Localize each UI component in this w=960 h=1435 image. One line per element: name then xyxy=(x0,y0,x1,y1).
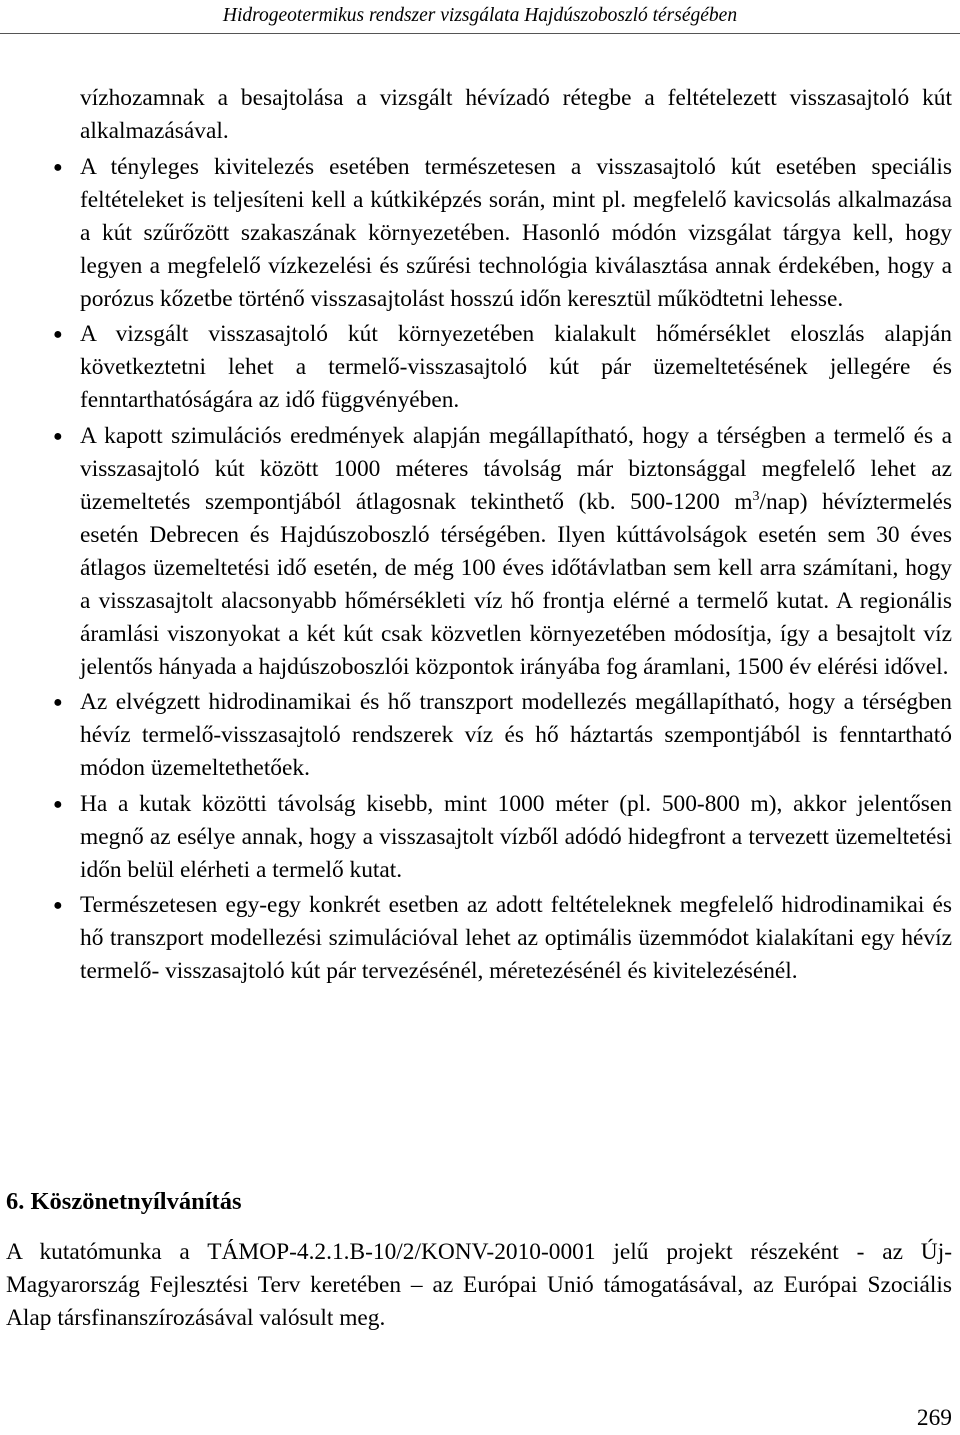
list-item-text: Az elvégzett hidrodinamikai és hő transzport modellezés megállapítható, hogy a térségben hévíz termelő-visszasajtoló rendszerek víz és hő háztartás szempontjából is fenntartható módon üzemeltethetőek. xyxy=(80,689,952,781)
list-item xyxy=(53,788,952,887)
acknowledgement-paragraph: A kutatómunka a TÁMOP-4.2.1.B-10/2/KONV-2010-0001 jelű projekt részeként - az Új-Magyarország Fejlesztési Terv keretében – az Európai Unió támogatásával, az Európai Szociális Alap társfinanszírozásával valósult meg. xyxy=(6,1239,952,1331)
list-item xyxy=(53,318,952,417)
header-title: Hidrogeotermikus rendszer vizsgálata Hajdúszoboszló térségében xyxy=(222,5,738,26)
bullet-icon: ● xyxy=(53,897,63,914)
list-item-text-part: A kapott szimulációs eredmények alapján megállapítható, hogy a térségben a termelő és a visszasajtoló kút között 1000 méteres távolság már biztonsággal megfelelő lehet az üzemeltetés szempontjából átlagosnak tekinthető (kb. 500-1200 m xyxy=(80,422,952,515)
page-number: 269 xyxy=(916,1405,952,1431)
bullet-icon: ● xyxy=(53,326,63,343)
superscript-three: 3 xyxy=(752,488,760,504)
section-heading: 6. Köszönetnyílvánítás xyxy=(6,1188,242,1215)
conclusions-list xyxy=(0,151,960,989)
main-content xyxy=(0,82,960,988)
bullet-icon: ● xyxy=(53,795,63,813)
list-item-text: A tényleges kivitelezés esetében természetesen a visszasajtoló kút esetében speciális feltételeket is teljesíteni kell a kútkiképzés során, mint pl. megfelelő kavicsolás alkalmazása a kút szűrőzött szakaszának környezetében. Hasonló módón vizsgálat tárgya kell, hogy legyen a megfelelő vízkezelési és szűrési technológia kiválasztása annak érdekében, hogy a porózus kőzetbe történő visszasajtolást hosszú időn keresztül működtetni lehesse. xyxy=(80,153,952,312)
running-header xyxy=(0,0,960,34)
bullet-icon: ● xyxy=(53,694,63,711)
list-item xyxy=(53,420,952,684)
list-item xyxy=(53,686,952,785)
continuation-paragraph: vízhozamnak a besajtolása a vizsgált hévízadó rétegbe a feltételezett visszasajtoló kút alkalmazásával. xyxy=(80,85,952,144)
list-item-text xyxy=(80,423,952,680)
bullet-icon: ● xyxy=(53,427,63,445)
list-item-text: A vizsgált visszasajtoló kút környezetében kialakult hőmérséklet eloszlás alapján következtetni lehet a termelő-visszasajtoló kút pár üzemeltetésének jellegére és fenntarthatóságára az idő függvényében. xyxy=(80,321,952,413)
bullet-icon: ● xyxy=(53,158,63,176)
list-item-text: Természetesen egy-egy konkrét esetben az adott feltételeknek megfelelő hidrodinamikai és hő transzport modellezési szimulációval lehet az optimális üzemmódot kialakítani egy hévíz termelő- visszasajtoló kút pár tervezésénél, méretezésénél és kivitelezésénél. xyxy=(80,892,952,984)
list-item-text-part: /nap) hévíztermelés esetén Debrecen és Hajdúszoboszló térségében. Ilyen kúttávolságok esetén sem 30 éves átlagos üzemeltetési idő esetén, de még 100 éves időtávlatban sem kell arra számítani, hogy a visszasajtolt alacsonyabb hőmérsékleti víz hő frontja elérné a termelő kutat. A regionális áramlási viszonyokat a két kút csak közvetlen környezetében módosítja, így a besajtolt víz jelentős hányada a hajdúszoboszlói központok irányába fog áramlani, 1500 év elérési idővel. xyxy=(80,488,952,680)
list-item xyxy=(53,151,952,316)
list-item-text: Ha a kutak közötti távolság kisebb, mint 1000 méter (pl. 500-800 m), akkor jelentősen megnő az esélye annak, hogy a visszasajtolt vízből adódó hidegfront a tervezett üzemeltetési időn belül elérheti a termelő kutat. xyxy=(80,790,952,883)
list-item xyxy=(53,889,952,988)
